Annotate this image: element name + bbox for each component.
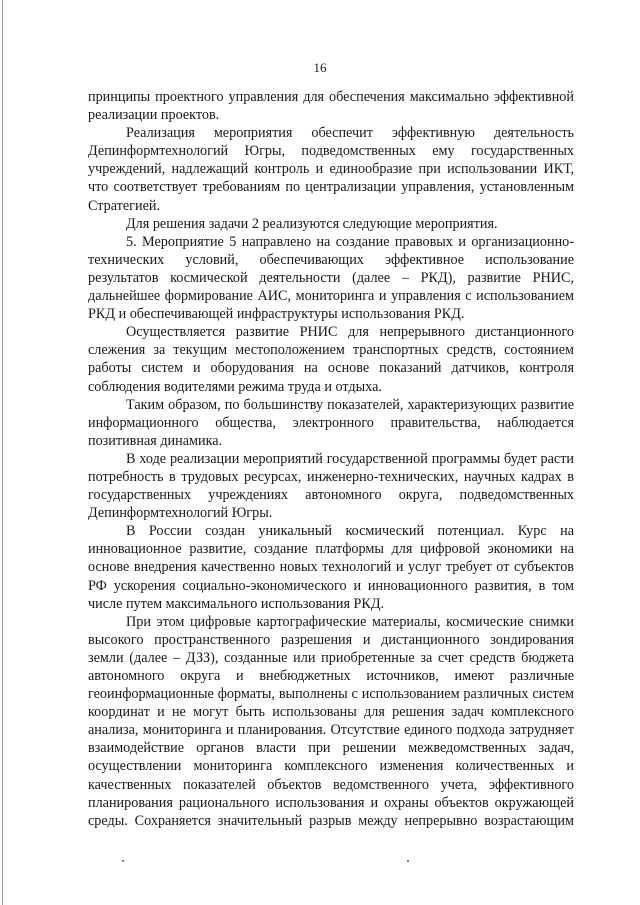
scan-edge — [2, 0, 3, 905]
paragraph-8: В России создан уникальный космический потенциал. Курс на инновационное развитие, создание платформы для цифровой экономики на основе внедрения качественно новых технологий и услуг требует от субъектов РФ ускорения социально-экономического и инновационного развития, в том числе путем максимального использования РКД. — [88, 523, 574, 612]
paragraph-6: Таким образом, по большинству показателей, характеризующих развитие информационного общества, электронного правительства, наблюдается позитивная динамика. — [88, 396, 574, 449]
paragraph-3: Для решения задачи 2 реализуются следующие мероприятия. — [126, 215, 498, 232]
paragraph-2: Реализация мероприятия обеспечит эффективную деятельность Депинформтехнологий Югры, подведомственных ему государственных учреждений, надлежащий контроль и единообразие при использовании ИКТ, что соответствует требованиям по централизации управления, установленным Стратегией. — [88, 125, 574, 214]
paragraph-4: 5. Мероприятие 5 направлено на создание правовых и организационно-технических условий, обеспечивающих эффективное использование результатов космической деятельности (далее – РКД), развитие РНИС, дальнейшее формирование АИС, мониторинга и управления с использованием РКД и обеспечивающей инфраструктуры использования РКД. — [88, 233, 574, 323]
paragraph-5: Осуществляется развитие РНИС для непрерывного дистанционного слежения за текущим местоположением транспортных средств, состоянием работы систем и оборудования на основе показаний датчиков, контроля соблюдения водителями режима труда и отдыха. — [88, 324, 574, 395]
page-body — [88, 88, 574, 830]
paragraph-7: В ходе реализации мероприятий государственной программы будет расти потребность в трудовых ресурсах, инженерно-технических, научных кадрах в государственных учреждениях автономного округа, подведомственных Депинформтехнологий Югры. — [88, 450, 574, 522]
page-number: 16 — [313, 60, 327, 75]
paragraph-1: принципы проектного управления для обеспечения максимально эффективной реализации проектов. — [88, 89, 574, 124]
scan-speck — [407, 860, 409, 862]
scan-speck — [122, 860, 124, 862]
paragraph-9: При этом цифровые картографические материалы, космические снимки высокого пространственного разрешения и дистанционного зондирования земли (далее – ДЗЗ), созданные или приобретенные за счет средств бюджета автономного округа и внебюджетных источников, имеют различные геоинформационные форматы, выполнены с использованием различных систем координат и не могут быть использованы для решения задач комплексного анализа, мониторинга и планирования. Отсутствие единого подхода затрудняет взаимодействие органов власти при решении межведомственных задач, осуществлении мониторинга комплексного изменения количественных и качественных показателей объектов ведомственного учета, эффективного планирования рационального использования и охраны объектов окружающей среды. Сохраняется значительный разрыв между непрерывно возрастающим — [88, 613, 574, 829]
